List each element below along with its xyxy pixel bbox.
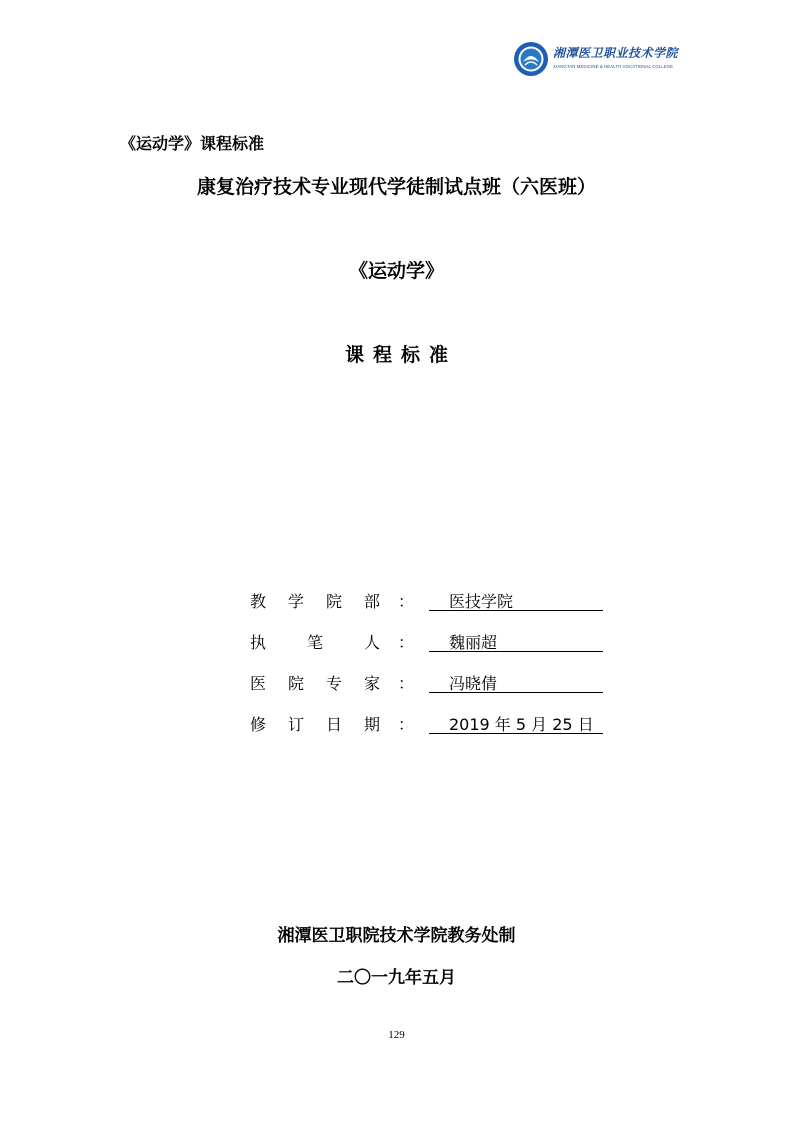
info-label-author: 执 笔 人 [250, 633, 380, 652]
course-name: 《运动学》 [348, 260, 444, 282]
issue-date: 二〇一九年五月 [337, 968, 456, 988]
info-value-revision-date: 2019 年 5 月 25 日 [429, 712, 603, 734]
program-title: 康复治疗技术专业现代学徒制试点班（六医班） [196, 176, 596, 198]
info-colon: ： [398, 633, 415, 652]
document-type: 课程标准 [344, 344, 457, 366]
info-value-author: 魏丽超 [429, 630, 603, 652]
info-colon: ： [398, 674, 415, 693]
header-title: 《运动学》课程标准 [120, 134, 265, 153]
page-number: 129 [388, 1029, 405, 1041]
issuing-institution: 湘潭医卫职院技术学院教务处制 [277, 926, 516, 946]
info-colon: ： [398, 715, 415, 734]
info-value-department: 医技学院 [429, 589, 603, 611]
info-label-revision-date: 修 订 日 期 [250, 715, 380, 734]
college-logo [513, 36, 683, 84]
info-label-department: 教 学 院 部 [250, 592, 380, 611]
college-name-en: XIANGTAN MEDICINE & HEALTH VOCATIONAL COLLEGE [553, 64, 674, 69]
college-emblem-icon [513, 41, 549, 77]
info-value-hospital-expert: 冯晓倩 [429, 671, 603, 693]
college-name-cn: 湘潭医卫职业技术学院 [553, 46, 679, 60]
info-label-hospital-expert: 医 院 专 家 [250, 674, 380, 693]
info-colon: ： [398, 592, 415, 611]
